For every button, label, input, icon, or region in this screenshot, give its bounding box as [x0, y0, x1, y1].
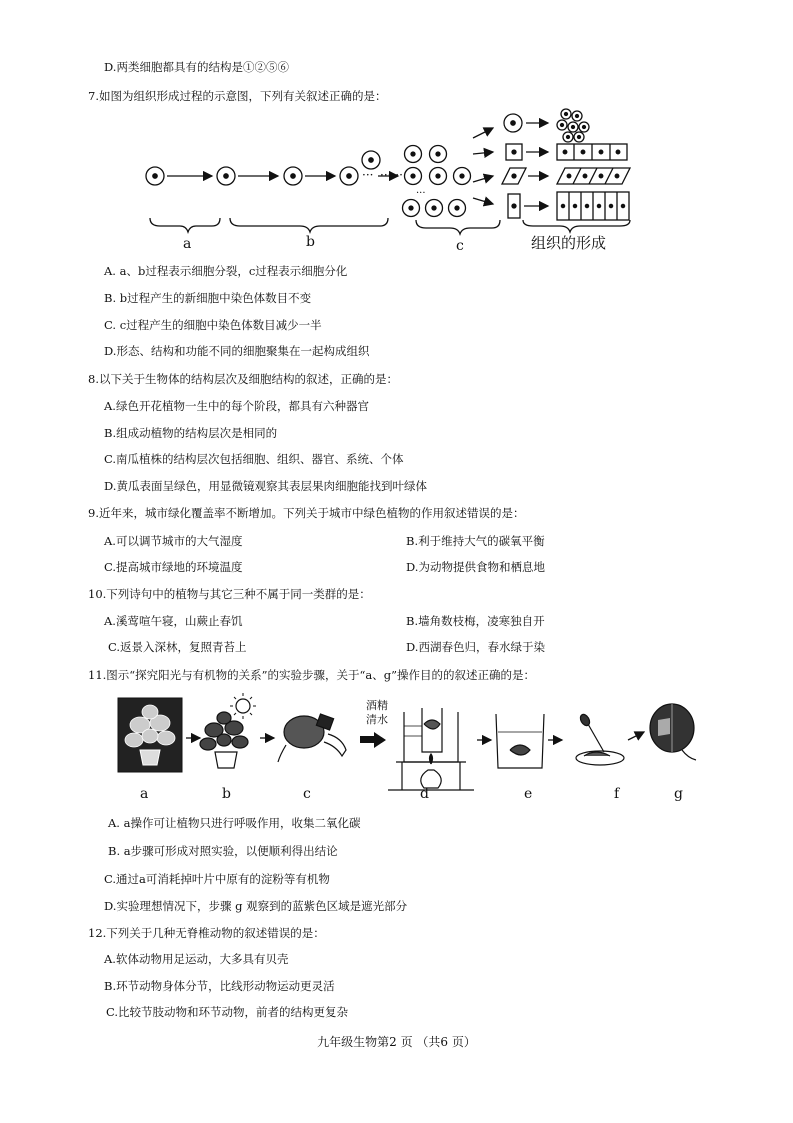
q9-option-d: D.为动物提供食物和栖息地 [406, 560, 545, 574]
q7-tissue-formation-figure [140, 108, 660, 253]
q12-option-a: A.软体动物用足运动，大多具有贝壳 [104, 952, 289, 966]
q11-stem: 11.图示“探究阳光与有机物的关系”的实验步骤，关于“a、g”操作目的的叙述正确的是： [88, 668, 536, 682]
q10-option-a: A.溪莺喧午寝，山蕨止春饥 [104, 614, 243, 628]
q7-option-b: B. b过程产生的新细胞中染色体数目不变 [104, 291, 312, 305]
step-f-iodine-dropper-icon [576, 713, 624, 765]
q11-label-f: f [614, 786, 620, 802]
q11-option-c: C.通过a可消耗掉叶片中原有的淀粉等有机物 [104, 872, 330, 886]
svg-text:······: ······ [380, 168, 403, 182]
q10-option-d: D.西湖春色归，春水绿于染 [406, 640, 545, 654]
step-c-pick-leaf-icon [278, 714, 346, 762]
q6-option-d: D.两类细胞都具有的结构是①②⑤⑥ [104, 60, 289, 74]
q8-option-d: D.黄瓜表面呈绿色，用显微镜观察其表层果肉细胞能找到叶绿体 [104, 479, 427, 493]
q11-label-d: d [420, 786, 429, 802]
q11-label-a: a [140, 786, 149, 802]
q11-label-b: b [222, 786, 231, 802]
step-a-dark-box-icon [118, 698, 182, 772]
q10-stem: 10.下列诗句中的植物与其它三种不属于同一类群的是： [88, 587, 371, 601]
q11-label-e: e [524, 786, 533, 802]
water-label: 清水 [366, 713, 388, 726]
q7-label-c: c [456, 238, 464, 253]
q8-option-c: C.南瓜植株的结构层次包括细胞、组织、器官、系统、个体 [104, 452, 404, 466]
big-arrow-icon [360, 732, 386, 748]
q7-label-tissue: 组织的形成 [531, 234, 607, 252]
q7-label-b: b [306, 234, 315, 250]
step-b-plant-sunlight-icon [200, 693, 256, 768]
q11-experiment-figure [110, 690, 710, 802]
q7-option-a: A. a、b过程表示细胞分裂，c过程表示细胞分化 [104, 264, 348, 278]
q7-option-c: C. c过程产生的细胞中染色体数目减少一半 [104, 318, 322, 332]
q9-option-b: B.利于维持大气的碳氧平衡 [406, 534, 545, 548]
q11-option-d: D.实验理想情况下，步骤 g 观察到的蓝紫色区域是遮光部分 [104, 899, 408, 913]
q12-option-c: C.比较节肢动物和环节动物，前者的结构更复杂 [106, 1005, 349, 1019]
q12-stem: 12.下列关于几种无脊椎动物的叙述错误的是： [88, 926, 325, 940]
q7-stem: 7.如图为组织形成过程的示意图，下列有关叙述正确的是： [88, 89, 387, 103]
q7-label-a: a [183, 236, 192, 252]
q10-option-c: C.返景入深林，复照青苔上 [108, 640, 247, 654]
q8-option-a: A.绿色开花植物一生中的每个阶段，都具有六种器官 [104, 399, 369, 413]
q11-option-a: A. a操作可让植物只进行呼吸作用，收集二氧化碳 [108, 816, 361, 830]
page-footer: 九年级生物第2 页 （共6 页） [317, 1035, 476, 1049]
step-g-leaf-result-icon [650, 704, 696, 760]
q10-option-b: B.墙角数枝梅，凌寒独自开 [406, 614, 545, 628]
q11-option-b: B. a步骤可形成对照实验，以便顺利得出结论 [108, 844, 338, 858]
svg-text:···: ··· [416, 188, 426, 199]
q11-label-c: c [303, 786, 311, 802]
step-d-water-bath-icon [388, 708, 474, 790]
q8-stem: 8.以下关于生物体的结构层次及细胞结构的叙述，正确的是： [88, 372, 398, 386]
q9-option-a: A.可以调节城市的大气湿度 [104, 534, 243, 548]
svg-text:···: ··· [362, 168, 374, 182]
step-e-beaker-icon [496, 714, 544, 768]
alcohol-label: 酒精 [366, 699, 388, 712]
q7-option-d: D.形态、结构和功能不同的细胞聚集在一起构成组织 [104, 344, 370, 358]
q11-label-g: g [674, 786, 683, 802]
q9-option-c: C.提高城市绿地的环境温度 [104, 560, 243, 574]
q9-stem: 9.近年来，城市绿化覆盖率不断增加。下列关于城市中绿色植物的作用叙述错误的是： [88, 506, 525, 520]
q12-option-b: B.环节动物身体分节，比线形动物运动更灵活 [104, 979, 335, 993]
q8-option-b: B.组成动植物的结构层次是相同的 [104, 426, 278, 440]
